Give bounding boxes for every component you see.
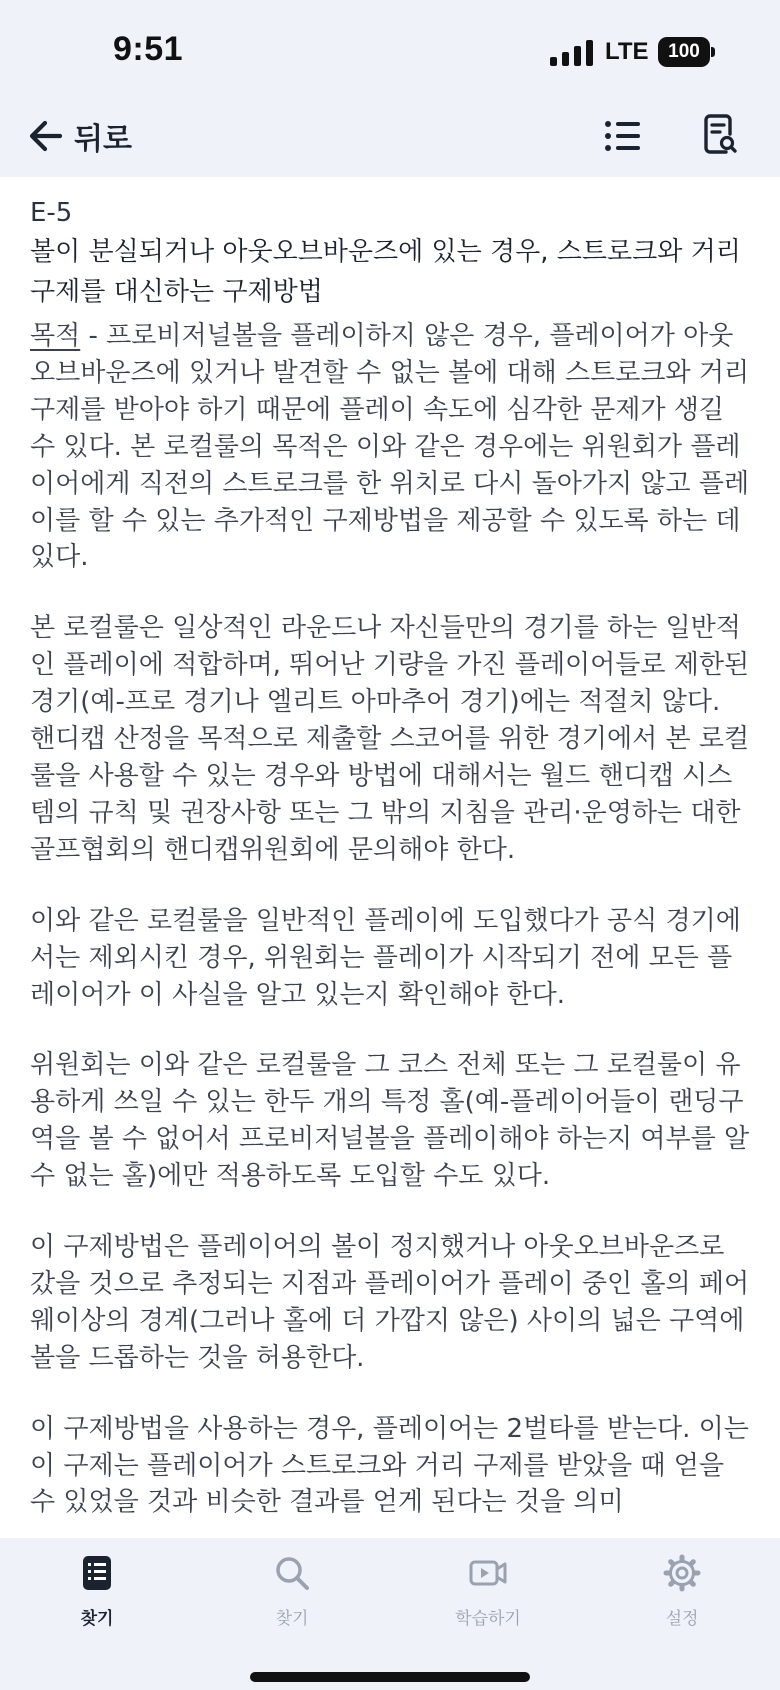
purpose-label: 목적: [30, 321, 81, 351]
cellular-signal-icon: [550, 40, 596, 66]
tab-label: 찾기: [275, 1609, 309, 1629]
tab-search[interactable]: [222, 1554, 362, 1629]
book-icon: [78, 1554, 116, 1592]
rule-title: 볼이 분실되거나 아웃오브바운즈에 있는 경우, 스트로크와 거리 구제를 대신하는 구제방법: [30, 237, 741, 307]
bottom-tab-bar: [0, 1538, 780, 1690]
body-paragraph: 이 구제방법을 사용하는 경우, 플레이어는 2벌타를 받는다. 이는 이 구제는 플레이어가 스트로크와 거리 구제를 받았을 때 얻을 수 있었을 것과 비슷한 결과를 얻게 된다는 것을 의미: [30, 1413, 749, 1518]
battery-icon: [658, 37, 716, 67]
status-time: 9:51: [113, 30, 184, 68]
search-icon: [273, 1554, 311, 1592]
network-type: LTE: [605, 38, 649, 65]
tab-settings[interactable]: [612, 1554, 752, 1629]
document-search-icon[interactable]: [704, 114, 738, 156]
home-indicator: [250, 1672, 530, 1682]
top-bar: [0, 0, 780, 177]
rule-content[interactable]: [30, 182, 752, 1538]
list-icon[interactable]: [604, 119, 640, 153]
body-paragraph: 이 구제방법은 플레이어의 볼이 정지했거나 아웃오브바운즈로 갔을 것으로 추정되는 지점과 플레이어가 플레이 중인 홀의 페어웨이상의 경계(그러나 홀에 더 가깝지 않은) 사이의 넓은 구역에 볼을 드롭하는 것을 허용한다.: [30, 1232, 750, 1373]
tab-label: 학습하기: [455, 1609, 521, 1629]
tab-find-rules[interactable]: [27, 1554, 167, 1629]
back-label: 뒤로: [74, 122, 132, 157]
tab-label: 설정: [665, 1609, 699, 1629]
tab-learn[interactable]: [418, 1554, 558, 1629]
back-button[interactable]: [26, 116, 132, 156]
rule-code: E-5: [30, 198, 73, 228]
body-paragraph: 본 로컬룰은 일상적인 라운드나 자신들만의 경기를 하는 일반적인 플레이에 적합하며, 뛰어난 기량을 가진 플레이어들로 제한된 경기(예-프로 경기나 엘리트 아마추어 경기)에는 적절치 않다. 핸디캡 산정을 목적으로 제출할 스코어를 위한 경기에서 본 로컬룰을 사용할 수 있는 경우와 방법에 대해서는 월드 핸디캡 시스템의 규칙 및 권장사항 또는 그 밖의 지침을 관리·운영하는 대한골프협회의 핸디캡위원회에 문의해야 한다.: [30, 613, 750, 865]
tab-label: 찾기: [80, 1609, 114, 1629]
purpose-text: - 프로비저널볼을 플레이하지 않은 경우, 플레이어가 아웃오브바운즈에 있거나 발견할 수 없는 볼에 대해 스트로크와 거리 구제를 받아야 하기 때문에 플레이 속도에 심각한 문제가 생길 수 있다. 본 로컬룰의 목적은 이와 같은 경우에는 위원회가 플레이어에게 직전의 스트로크를 한 위치로 다시 돌아가지 않고 플레이를 할 수 있는 추가적인 구제방법을 제공할 수 있도록 하는 데 있다.: [30, 321, 750, 573]
gear-icon: [663, 1554, 701, 1592]
body-paragraph: 위원회는 이와 같은 로컬룰을 그 코스 전체 또는 그 로컬룰이 유용하게 쓰일 수 있는 한두 개의 특정 홀(예-플레이어들이 랜딩구역을 볼 수 없어서 프로비저널볼을 플레이해야 하는지 여부를 알 수 없는 홀)에만 적용하도록 도입할 수도 있다.: [30, 1050, 750, 1192]
video-icon: [469, 1554, 507, 1592]
battery-level: 100: [658, 37, 710, 67]
body-paragraph: 이와 같은 로컬룰을 일반적인 플레이에 도입했다가 공식 경기에서는 제외시킨 경우, 위원회는 플레이가 시작되기 전에 모든 플레이어가 이 사실을 알고 있는지 확인해야 한다.: [30, 905, 741, 1010]
purpose-paragraph: [30, 318, 752, 576]
arrow-left-icon: [26, 116, 66, 156]
